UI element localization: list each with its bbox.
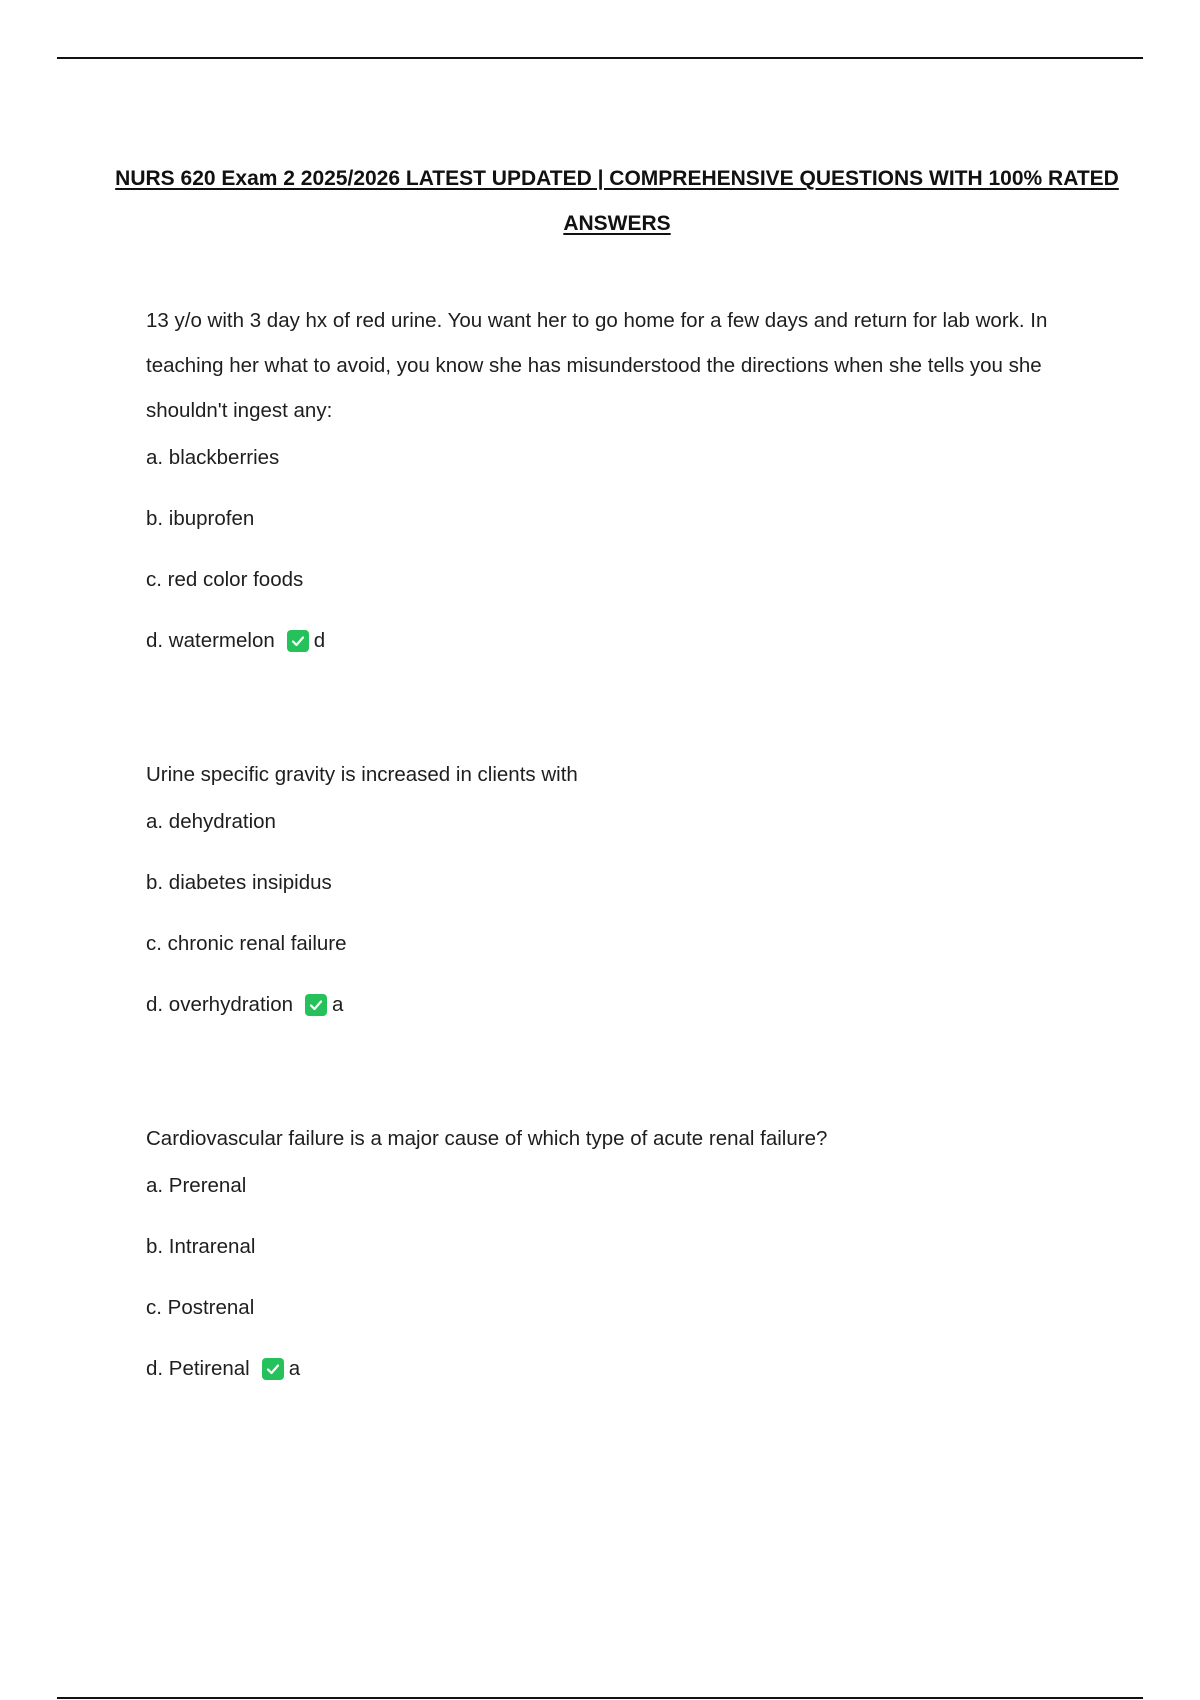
correct-answer: a <box>332 993 344 1016</box>
option-a: a. Prerenal <box>146 1174 247 1197</box>
question-3 <box>146 1116 1086 1383</box>
answer-options <box>146 444 1086 655</box>
top-rule <box>57 57 1143 59</box>
question-2 <box>146 752 1086 1019</box>
question-list <box>146 308 1086 1383</box>
option-a: a. dehydration <box>146 810 276 833</box>
option-d: d. Petirenal a <box>146 1355 1086 1383</box>
option-b: b. ibuprofen <box>146 507 255 530</box>
option-b: b. diabetes insipidus <box>146 871 332 894</box>
option-c: c. chronic renal failure <box>146 932 347 955</box>
correct-answer: d <box>313 629 326 652</box>
question-1 <box>146 298 1086 655</box>
option-c: c. Postrenal <box>146 1296 255 1319</box>
question-stem: 13 y/o with 3 day hx of red urine. You want her to go home for a few days and return for lab work. In teaching her what to avoid, you know she has misunderstood the directions when she tells you she shouldn't ingest any: <box>146 309 1048 422</box>
bottom-rule <box>57 1697 1143 1699</box>
answer-options <box>146 1172 1086 1383</box>
option-d: d. overhydration a <box>146 991 1086 1019</box>
answer-options <box>146 808 1086 1019</box>
option-b: b. Intrarenal <box>146 1235 256 1258</box>
question-stem: Cardiovascular failure is a major cause of which type of acute renal failure? <box>146 1127 828 1150</box>
check-mark-icon <box>305 994 327 1016</box>
option-c: c. red color foods <box>146 568 304 591</box>
option-a: a. blackberries <box>146 446 280 469</box>
question-stem: Urine specific gravity is increased in clients with <box>146 763 578 786</box>
option-d: d. watermelon d <box>146 627 1086 655</box>
document-title: NURS 620 Exam 2 2025/2026 LATEST UPDATED | COMPREHENSIVE QUESTIONS WITH 100% RATED ANSWERS <box>115 167 1119 236</box>
check-mark-icon <box>262 1358 284 1380</box>
check-mark-icon <box>287 630 309 652</box>
correct-answer: a <box>288 1357 301 1380</box>
